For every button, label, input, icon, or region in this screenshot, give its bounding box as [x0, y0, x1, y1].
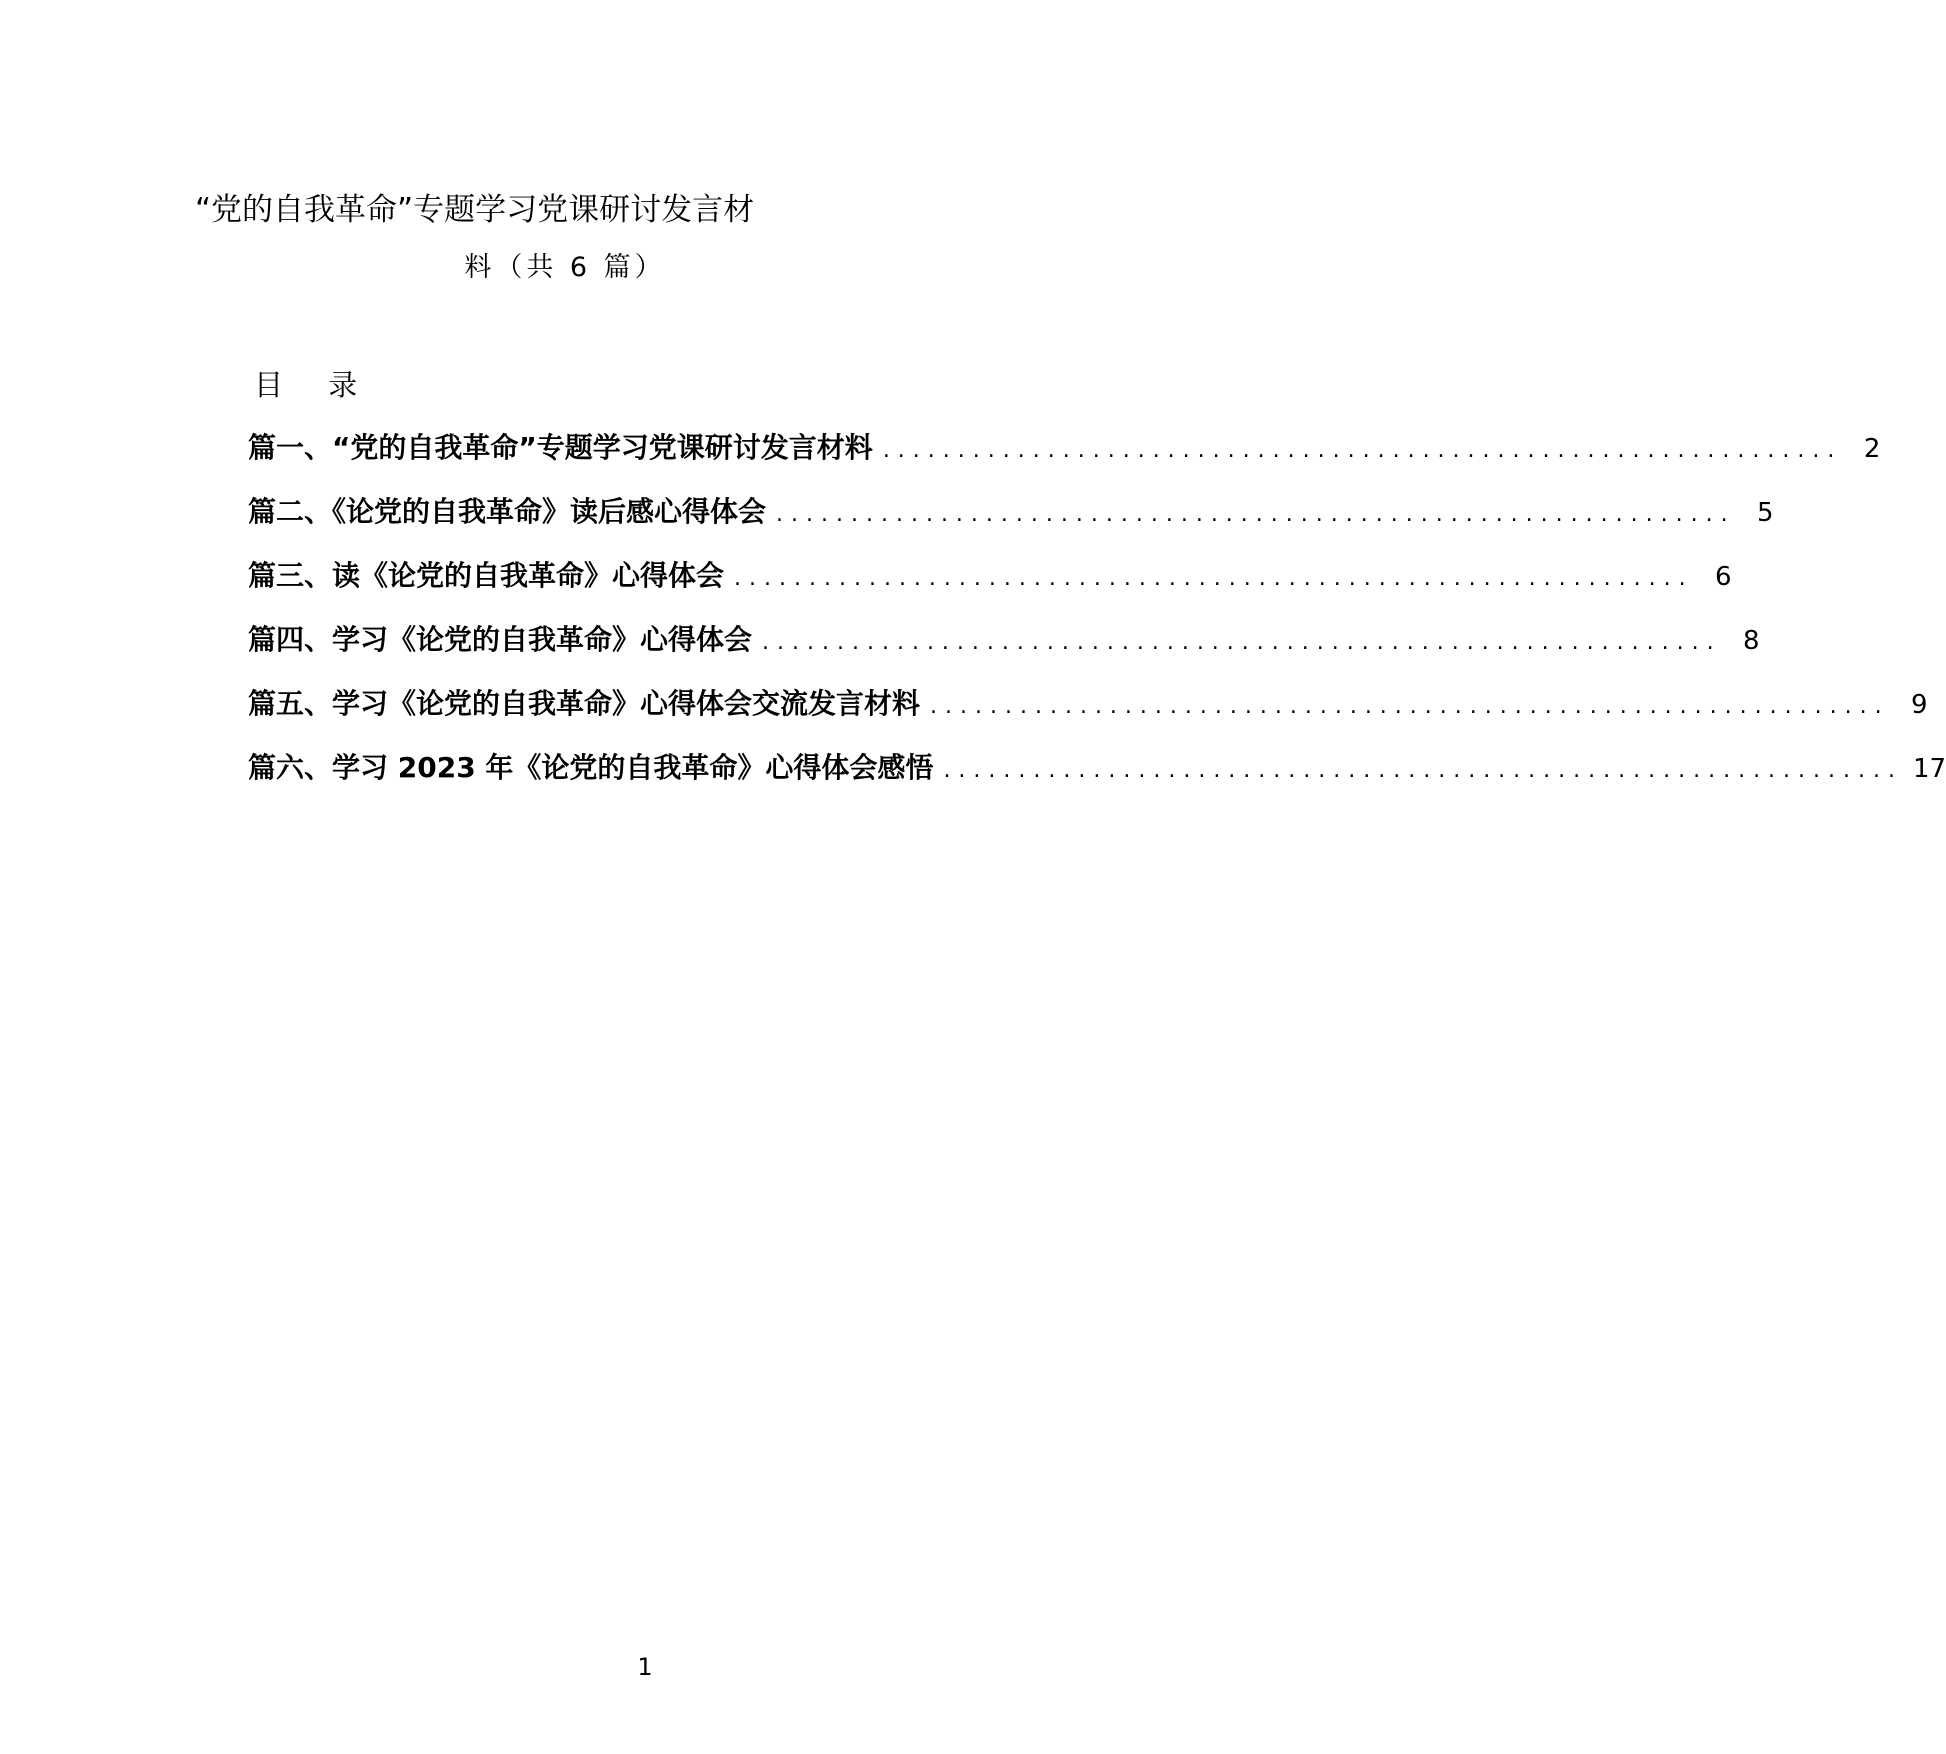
document-title-line-2: 料（共 6 篇） — [464, 252, 666, 283]
toc-heading: 目 录 — [254, 368, 376, 402]
toc-entry-title: 篇五、学习《论党的自我革命》心得体会交流发言材料 — [248, 687, 921, 720]
toc-entry-page: 2 — [1863, 434, 1881, 464]
toc-entry-title: 篇三、读《论党的自我革命》心得体会 — [248, 559, 725, 592]
page-number: 1 — [637, 1653, 653, 1681]
toc-leader-dots: ................................................................ — [882, 438, 1843, 463]
toc-leader-dots: ................................................................ — [943, 758, 1903, 783]
document-title-line-1: “党的自我革命”专题学习党课研讨发言材 — [195, 192, 755, 228]
toc-entry[interactable] — [248, 748, 1946, 812]
toc-entry-title: 篇二、《论党的自我革命》读后感心得体会 — [248, 495, 767, 528]
toc-entry-title: 篇六、学习 2023 年《论党的自我革命》心得体会感悟 — [248, 751, 934, 784]
toc-entry-page: 17 — [1913, 754, 1946, 784]
toc-entry-page: 5 — [1757, 498, 1774, 528]
toc-entry[interactable] — [248, 620, 1760, 684]
toc-entry-page: 9 — [1911, 690, 1928, 720]
toc-entry[interactable] — [248, 684, 1928, 748]
toc-leader-dots: ................................................................ — [734, 566, 1694, 591]
toc-entry-page: 6 — [1715, 562, 1732, 592]
toc-entry-page: 8 — [1743, 626, 1760, 656]
toc-entry-title: 篇一、“党的自我革命”专题学习党课研讨发言材料 — [248, 431, 873, 464]
toc-leader-dots: ................................................................ — [762, 630, 1722, 655]
toc-entry[interactable] — [248, 492, 1774, 556]
toc-entry[interactable] — [248, 428, 1881, 492]
toc-entry-title: 篇四、学习《论党的自我革命》心得体会 — [248, 623, 753, 656]
toc-leader-dots: ................................................................ — [930, 694, 1890, 719]
table-of-contents — [248, 428, 1946, 812]
toc-entry[interactable] — [248, 556, 1732, 620]
toc-leader-dots: ................................................................ — [776, 502, 1736, 527]
